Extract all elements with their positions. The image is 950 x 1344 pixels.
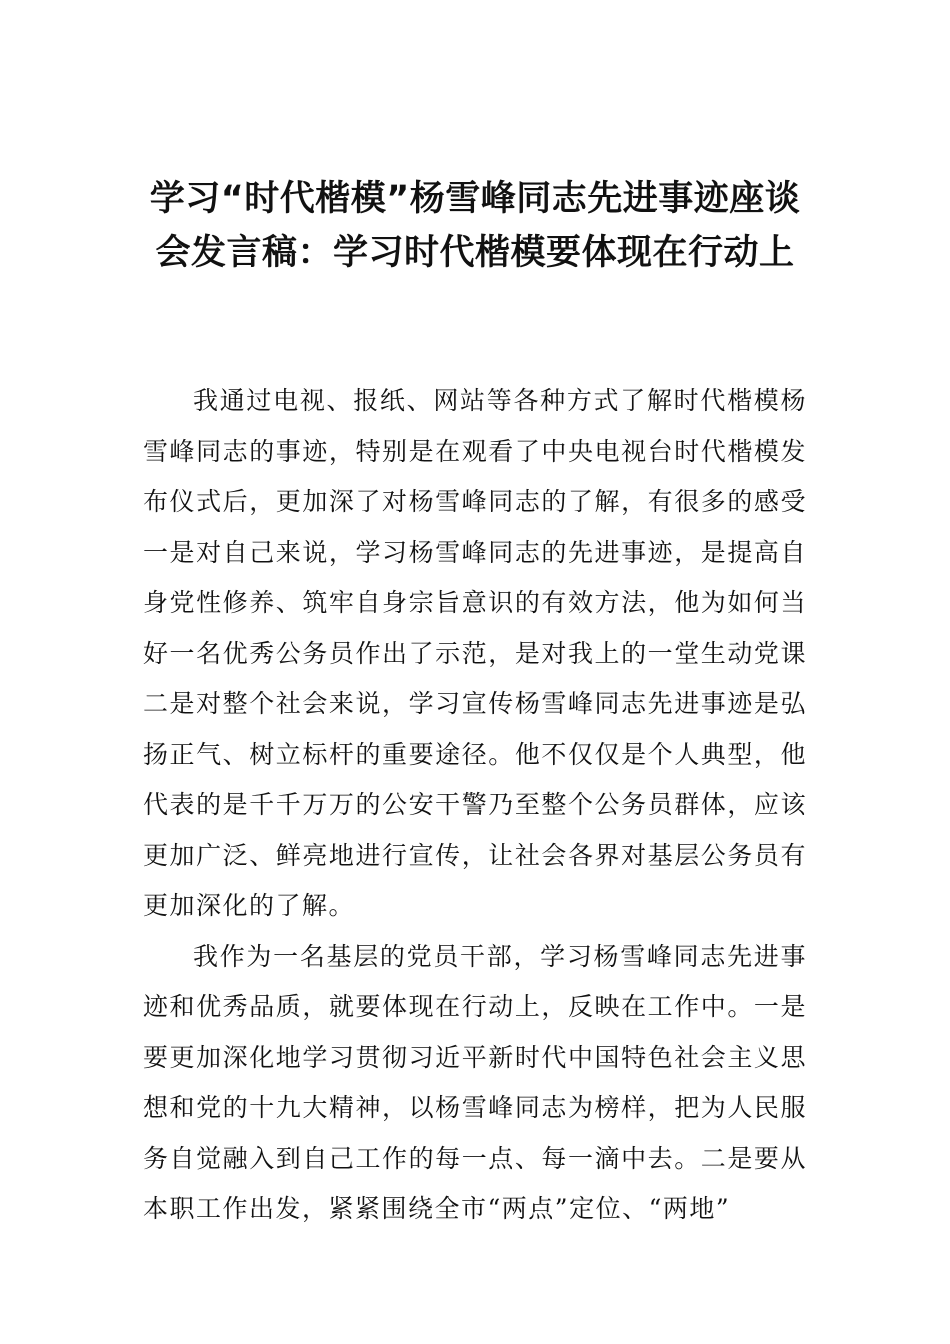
paragraph-1: 我通过电视、报纸、网站等各种方式了解时代楷模杨雪峰同志的事迹，特别是在观看了中央电视台时代楷模发布仪式后，更加深了对杨雪峰同志的了解，有很多的感受一是对自己来说，学习杨雪峰同志的先进事迹，是提高自身党性修养、筑牢自身宗旨意识的有效方法，他为如何当好一名优秀公务员作出了示范，是对我上的一堂生动党课二是对整个社会来说，学习宣传杨雪峰同志先进事迹是弘扬正气、树立标杆的重要途径。他不仅仅是个人典型，他代表的是千千万万的公安干警乃至整个公务员群体，应该更加广泛、鲜亮地进行宣传，让社会各界对基层公务员有更加深化的了解。	[143, 386, 807, 920]
paragraph-2: 我作为一名基层的党员干部，学习杨雪峰同志先进事迹和优秀品质，就要体现在行动上，反映在工作中。一是要更加深化地学习贯彻习近平新时代中国特色社会主义思想和党的十九大精神，以杨雪峰同志为榜样，把为人民服务自觉融入到自己工作的每一点、每一滴中去。二是要从本职工作出发，紧紧围绕全市“两点”定位、“两地”	[143, 941, 807, 1223]
document-title: 学习“时代楷模”杨雪峰同志先进事迹座谈会发言稿：学习时代楷模要体现在行动上	[149, 179, 801, 273]
document-body	[143, 376, 807, 1235]
